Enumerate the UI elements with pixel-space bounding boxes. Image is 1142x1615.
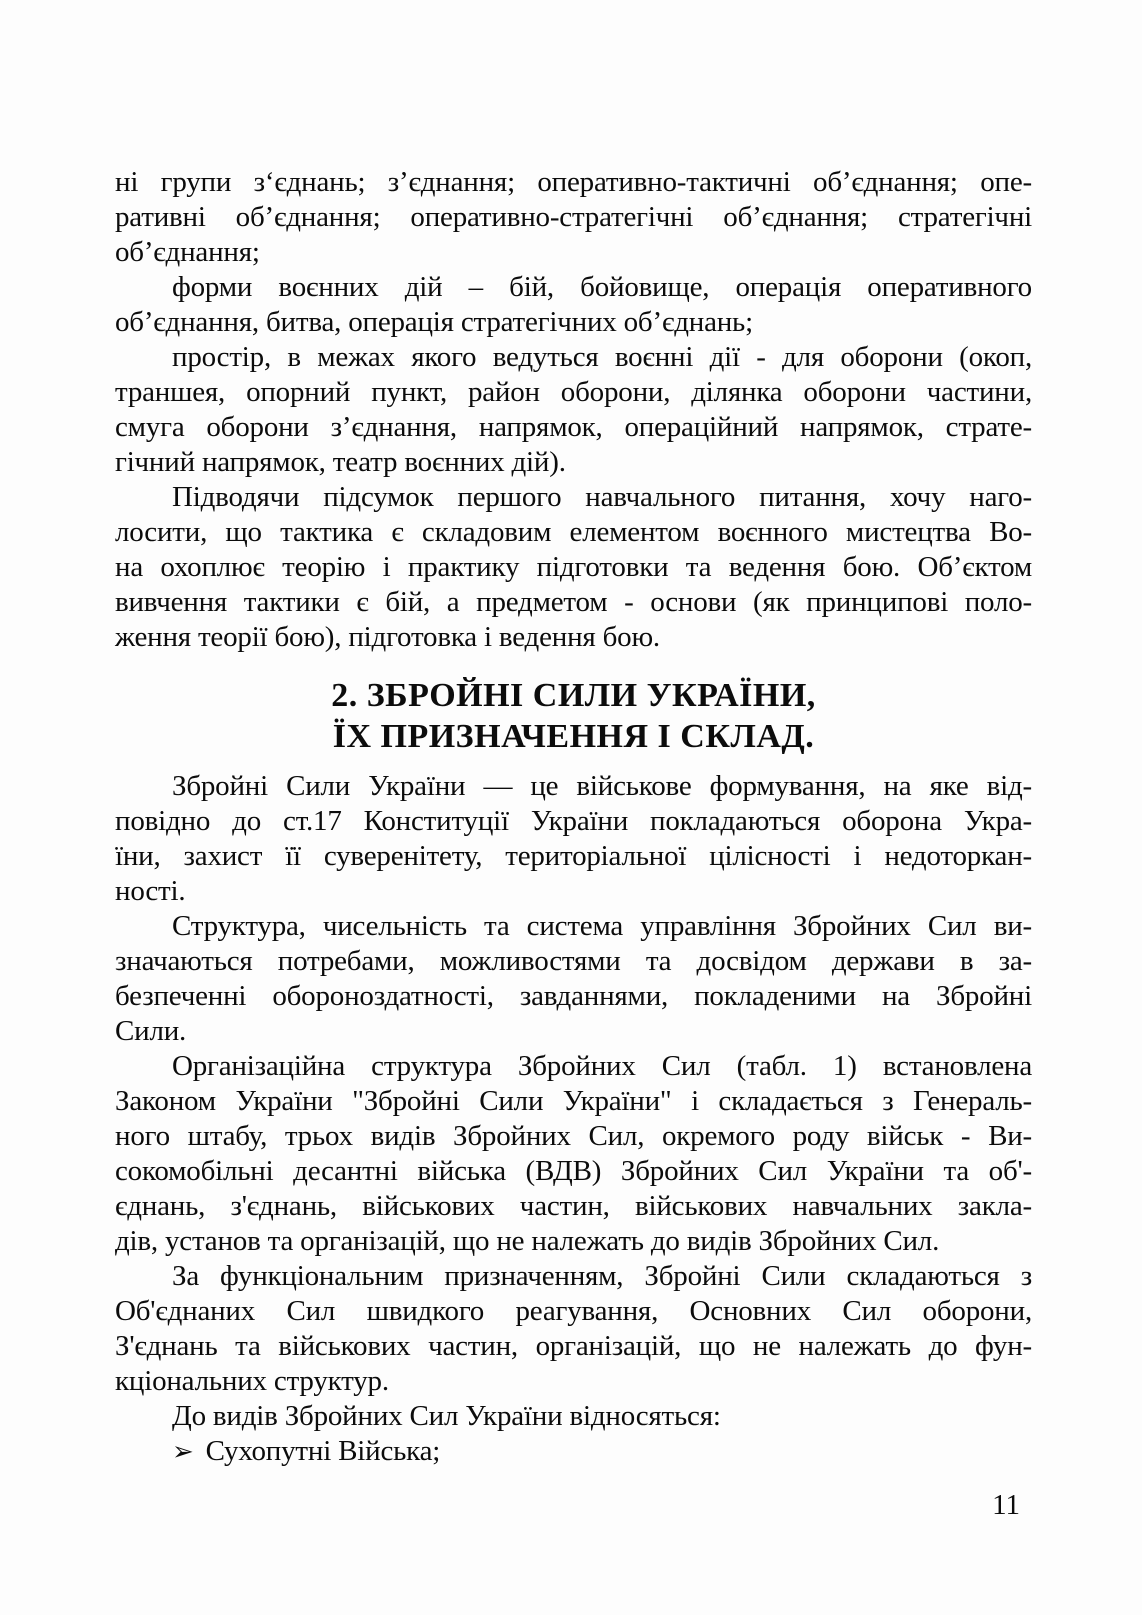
body-paragraph — [115, 270, 1032, 340]
body-paragraph — [115, 165, 1032, 270]
body-paragraph — [115, 769, 1032, 909]
text-line: їни, захист її суверенітету, територіальної цілісності і недоторкан- — [115, 840, 1032, 872]
text-line: Організаційна структура Збройних Сил (табл. 1) встановлена — [172, 1050, 1032, 1082]
section-heading-line-1: 2. ЗБРОЙНІ СИЛИ УКРАЇНИ, — [331, 677, 816, 714]
text-line: кціональних структур. — [115, 1365, 389, 1397]
bullet-item-label: Сухопутні Війська; — [205, 1435, 441, 1467]
body-paragraph — [115, 480, 1032, 655]
text-line: ні групи з‘єднань; з’єднання; оперативно-тактичні об’єднання; опе- — [115, 166, 1032, 198]
text-line: форми воєнних дій – бій, бойовище, операція оперативного — [172, 271, 1032, 303]
body-paragraph — [115, 909, 1032, 1049]
body-paragraph — [115, 1259, 1032, 1399]
text-line: Структура, чисельність та система управління Збройних Сил ви- — [172, 910, 1032, 942]
text-line: об’єднання, битва, операція стратегічних об’єднань; — [115, 306, 753, 338]
text-line: безпеченні обороноздатності, завданнями, покладеними на Збройні — [115, 980, 1032, 1012]
arrow-bullet-icon: ➢ — [172, 1437, 194, 1467]
body-paragraph — [115, 1049, 1032, 1259]
text-line: смуга оборони з’єднання, напрямок, операційний напрямок, страте- — [115, 411, 1032, 443]
text-line: Підводячи підсумок першого навчального питання, хочу наго- — [172, 481, 1032, 513]
text-line: За функціональним призначенням, Збройні Сили складаються з — [172, 1260, 1032, 1292]
page-number: 11 — [992, 1489, 1020, 1521]
text-line: об’єднання; — [115, 236, 260, 268]
section-2-body — [115, 769, 1032, 1434]
bullet-item — [115, 1434, 1032, 1470]
text-line: на охоплює теорію і практику підготовки та ведення бою. Об’єктом — [115, 551, 1032, 583]
body-paragraph — [115, 1399, 1032, 1434]
text-line: Законом України "Збройні Сили України" і складається з Генераль- — [115, 1085, 1032, 1117]
bullet-list — [115, 1434, 1032, 1470]
body-paragraph — [115, 340, 1032, 480]
text-line: траншея, опорний пункт, район оборони, ділянка оборони частини, — [115, 376, 1032, 408]
text-line: Збройні Сили України — це військове формування, на яке від- — [172, 770, 1032, 802]
section-1-body — [115, 165, 1032, 655]
text-line: ності. — [115, 875, 186, 907]
text-line: єднань, з'єднань, військових частин, військових навчальних закла- — [115, 1190, 1032, 1222]
text-line: До видів Збройних Сил України відносяться: — [172, 1400, 721, 1432]
text-line: ження теорії бою), підготовка і ведення бою. — [115, 621, 660, 653]
text-line: Об'єднаних Сил швидкого реагування, Основних Сил оборони, — [115, 1295, 1032, 1327]
text-line: Сили. — [115, 1015, 187, 1047]
text-line: З'єднань та військових частин, організацій, що не належать до фун- — [115, 1330, 1032, 1362]
section-heading — [115, 675, 1032, 757]
text-line: ного штабу, трьох видів Збройних Сил, окремого роду військ - Ви- — [115, 1120, 1032, 1152]
text-line: значаються потребами, можливостями та досвідом держави в за- — [115, 945, 1032, 977]
text-line: повідно до ст.17 Конституції України покладаються оборона Укра- — [115, 805, 1032, 837]
text-line: дів, установ та організацій, що не належать до видів Збройних Сил. — [115, 1225, 940, 1257]
text-line: ративні об’єднання; оперативно-стратегічні об’єднання; стратегічні — [115, 201, 1032, 233]
section-heading-line-2: ЇХ ПРИЗНАЧЕННЯ І СКЛАД. — [332, 718, 815, 755]
text-line: гічний напрямок, театр воєнних дій). — [115, 446, 566, 478]
text-line: сокомобільні десантні війська (ВДВ) Збройних Сил України та об'- — [115, 1155, 1032, 1187]
text-line: лосити, що тактика є складовим елементом воєнного мистецтва Во- — [115, 516, 1032, 548]
text-line: вивчення тактики є бій, а предметом - основи (як принципові поло- — [115, 586, 1032, 618]
text-line: простір, в межах якого ведуться воєнні дії - для оборони (окоп, — [172, 341, 1032, 373]
